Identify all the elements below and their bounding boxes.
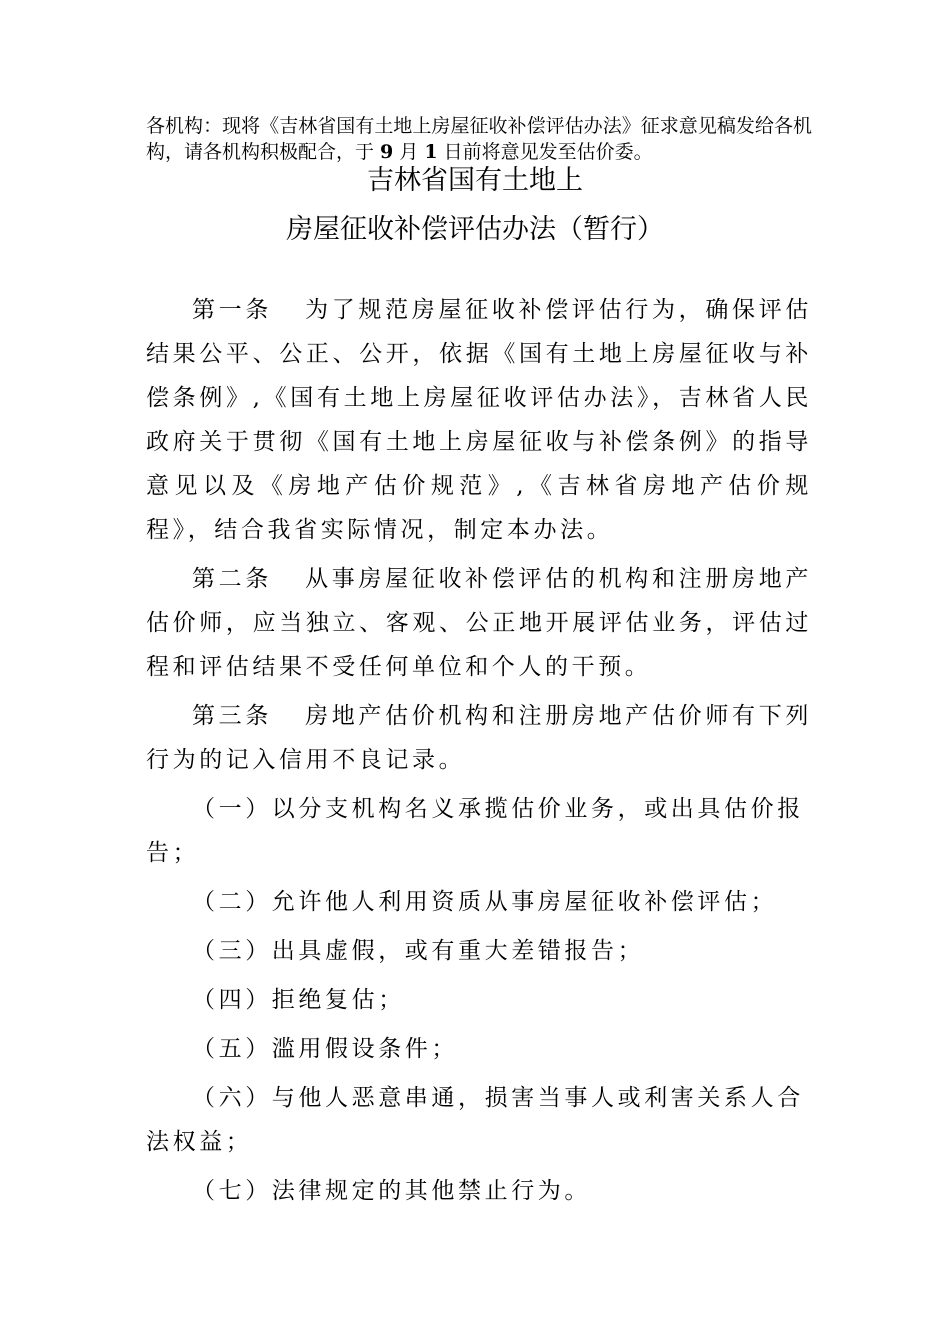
document-title-line1: 吉林省国有土地上 <box>367 165 583 196</box>
document-body <box>146 288 812 1218</box>
article-3-label: 第三条 <box>192 703 273 729</box>
notice-text-part1: 各机构：现将《吉林省国有土地上房屋征收补偿评估办法》征求意见稿发给各机构，请各机构积极配合，于 <box>146 115 812 163</box>
article-2 <box>146 557 812 689</box>
article-1-text: 为了规范房屋征收补偿评估行为，确保评估结果公平、公正、公开，依据《国有土地上房屋征收与补偿条例》,《国有土地上房屋征收评估办法》，吉林省人民政府关于贯彻《国有土地上房屋征收与补偿条例》的指导意见以及《房地产估价规范》,《吉林省房地产估价规程》，结合我省实际情况，制定本办法。 <box>146 297 812 543</box>
list-item-1: （一）以分支机构名义承揽估价业务，或出具估价报告； <box>146 796 804 866</box>
list-item-6: （六）与他人恶意串通，损害当事人或利害关系人合法权益； <box>146 1085 804 1155</box>
notice-month: 9 <box>380 141 394 163</box>
list-item-7: （七）法律规定的其他禁止行为。 <box>192 1178 591 1204</box>
article-2-label: 第二条 <box>192 566 273 592</box>
list-item-3: （三）出具虚假，或有重大差错报告； <box>192 938 645 964</box>
list-item-5: （五）滥用假设条件； <box>192 1036 458 1062</box>
article-2-text: 从事房屋征收补偿评估的机构和注册房地产估价师，应当独立、客观、公正地开展评估业务，评估过程和评估结果不受任何单位和个人的干预。 <box>146 566 812 680</box>
notice-day: 1 <box>424 141 438 163</box>
document-title-line2: 房屋征收补偿评估办法（暂行） <box>286 214 664 245</box>
notice-text-part2: 月 <box>393 141 425 163</box>
list-item-2: （二）允许他人利用资质从事房屋征收补偿评估； <box>192 889 778 915</box>
article-1-label: 第一条 <box>192 297 273 323</box>
article-3 <box>146 694 812 782</box>
list-item-4: （四）拒绝复估； <box>192 987 405 1013</box>
notice-paragraph <box>146 113 812 165</box>
article-1 <box>146 288 812 552</box>
article-3-text: 房地产估价机构和注册房地产估价师有下列行为的记入信用不良记录。 <box>146 703 812 773</box>
notice-text-part3: 日前将意见发至估价委。 <box>437 141 653 163</box>
